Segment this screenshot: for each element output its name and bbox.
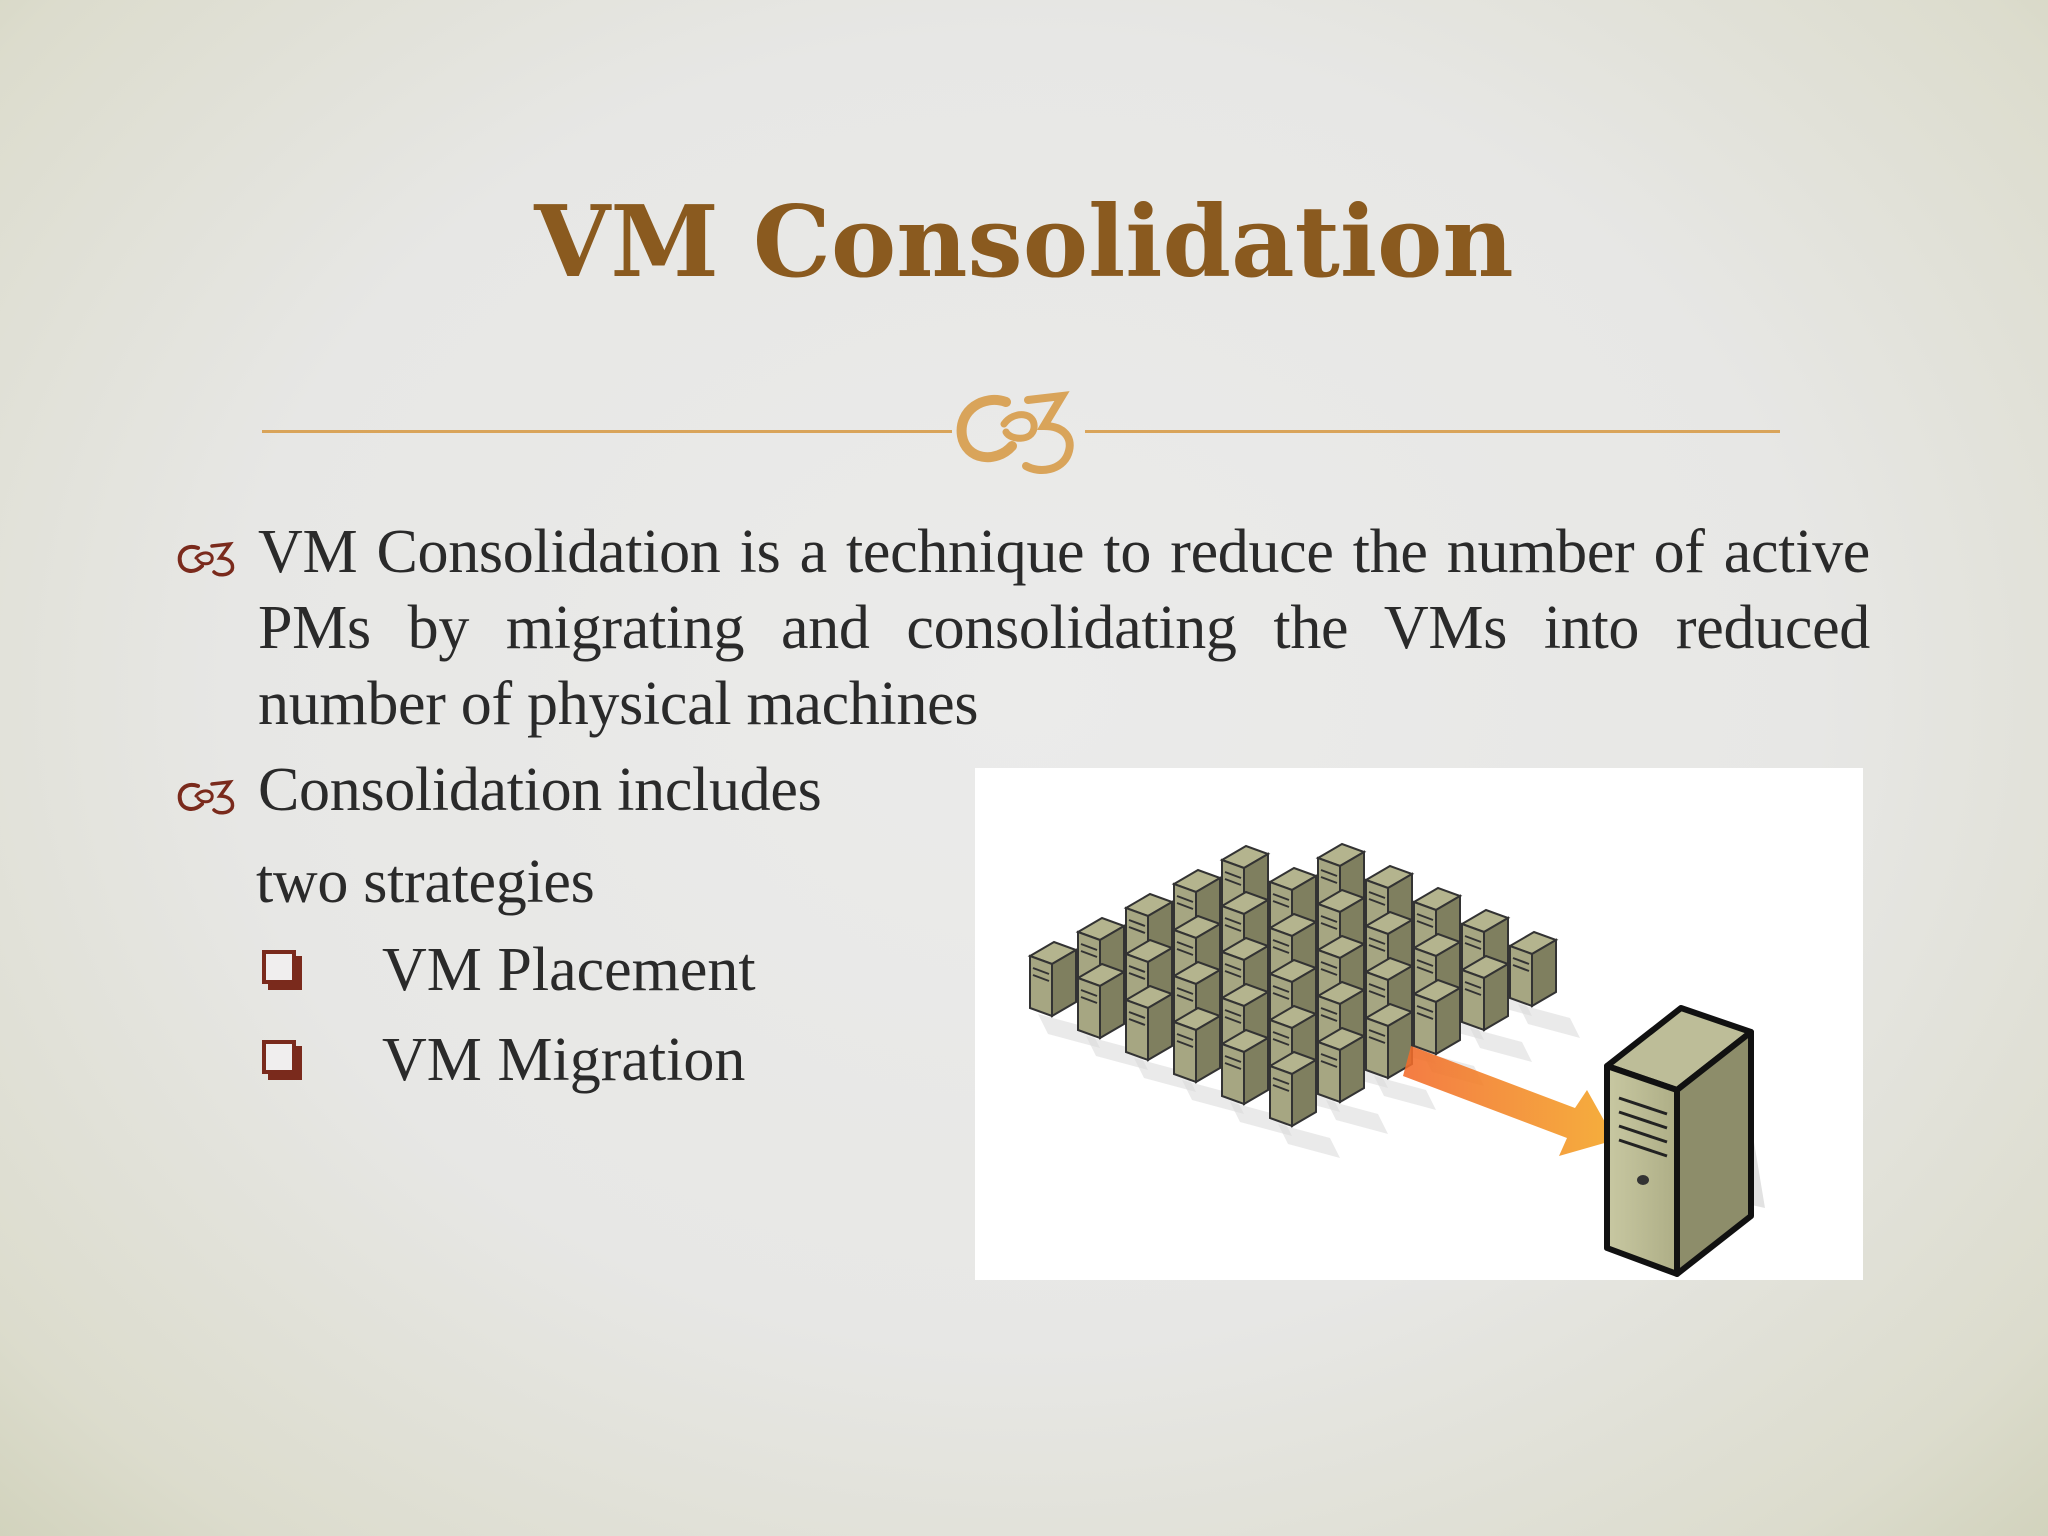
divider-line-right: [1085, 430, 1780, 433]
strategy-label: VM Placement: [382, 936, 756, 1004]
curl-bullet-icon: [176, 538, 238, 578]
migration-arrow-icon: [1403, 1046, 1615, 1156]
strategy-label: VM Migration: [382, 1026, 746, 1094]
paragraph-consolidation-line-2: two strategies: [256, 848, 595, 916]
small-server-icon: [1510, 932, 1580, 1038]
paragraph-vm-consolidation: VM Consolidation is a technique to reduce the number of active PMs by migrating and consolidating the VMs into reduced number of physical machines: [258, 518, 1870, 738]
server-consolidation-illustration: [975, 768, 1863, 1280]
divider-line-left: [262, 430, 952, 433]
slide-title: VM Consolidation: [534, 185, 1514, 300]
ornament-icon: [944, 380, 1094, 480]
large-server-icon: [1607, 1008, 1765, 1274]
checkbox-icon: [262, 1040, 296, 1074]
curl-bullet-icon: [176, 776, 238, 816]
checkbox-icon: [262, 950, 296, 984]
paragraph-consolidation-line-1: Consolidation includes: [258, 756, 822, 824]
